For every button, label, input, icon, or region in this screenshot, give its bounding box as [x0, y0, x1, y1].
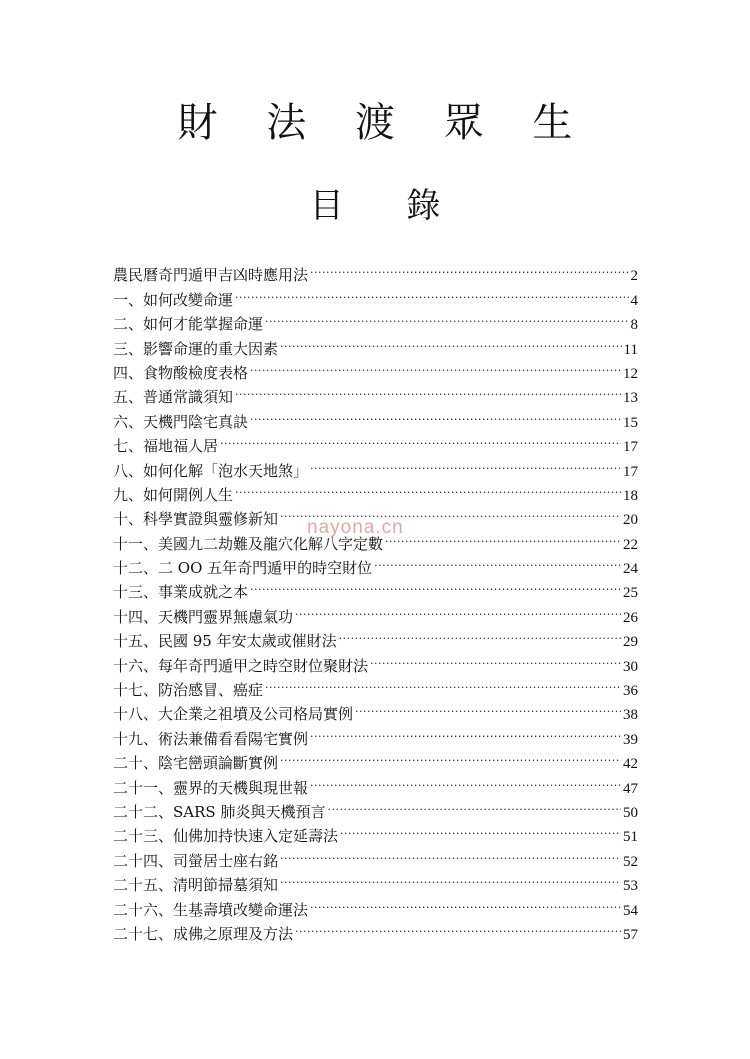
- toc-entry-page-number: 57: [623, 926, 638, 943]
- dot-leader: [250, 354, 621, 378]
- toc-entry-page-number: 4: [630, 292, 638, 309]
- dot-leader: [280, 329, 622, 353]
- toc-entry-page-number: 36: [623, 683, 638, 700]
- dot-leader: [310, 719, 621, 743]
- dot-leader: [280, 500, 621, 524]
- toc-entry-page-number: 18: [623, 487, 638, 504]
- toc-entry-title: 四、食物酸檢度表格: [113, 363, 249, 382]
- toc-entry-title: 十、科學實證與靈修新知: [113, 510, 279, 529]
- dot-leader: [339, 622, 621, 646]
- toc-entry-page-number: 2: [630, 268, 638, 285]
- dot-leader: [310, 768, 621, 792]
- dot-leader: [265, 671, 621, 695]
- toc-entry-title: 農民曆奇門遁甲吉凶時應用法: [113, 266, 309, 285]
- toc-entry-page-number: 15: [623, 414, 638, 431]
- toc-entry-page-number: 47: [623, 780, 638, 797]
- toc-entry-page-number: 26: [623, 609, 638, 626]
- dot-leader: [280, 841, 621, 865]
- dot-leader: [385, 524, 621, 548]
- dot-leader: [280, 866, 621, 890]
- toc-entry-title: 十一、美國九二劫難及龍穴化解八字定數: [113, 534, 384, 553]
- dot-leader: [235, 476, 621, 500]
- toc-entry-title: 十四、天機門靈界無慮氣功: [113, 607, 294, 626]
- toc-entry-page-number: 24: [623, 561, 638, 578]
- toc-entry-page-number: 25: [623, 585, 638, 602]
- toc-entry-title: 十五、民國 95 年安太歲或催財法: [113, 632, 337, 651]
- toc-entry-page-number: 13: [623, 390, 638, 407]
- toc-entry-title: 二、如何才能掌握命運: [113, 315, 264, 334]
- toc-entry-title: 二十五、清明節掃墓須知: [113, 876, 279, 895]
- toc-entry-page-number: 22: [623, 536, 638, 553]
- dot-leader: [310, 890, 621, 914]
- table-of-contents: [113, 256, 638, 943]
- toc-entry-title: 一、如何改變命運: [113, 290, 234, 309]
- dot-leader: [295, 597, 621, 621]
- toc-entry-page-number: 50: [623, 804, 638, 821]
- dot-leader: [220, 427, 621, 451]
- toc-entry-title: 二十三、仙佛加持快速入定延壽法: [113, 827, 339, 846]
- toc-entry-page-number: 30: [623, 658, 638, 675]
- toc-entry-title: 十二、二 OO 五年奇門遁甲的時空財位: [113, 559, 373, 578]
- dot-leader: [235, 280, 628, 304]
- dot-leader: [340, 817, 621, 841]
- watermark-text: nayona.cn: [307, 517, 404, 538]
- toc-entry-title: 二十四、司螢居士座右銘: [113, 851, 279, 870]
- toc-entry-title: 二十、陰宅巒頭論斷實例: [113, 754, 279, 773]
- toc-entry-title: 七、福地福人居: [113, 437, 219, 456]
- toc-entry-page-number: 12: [623, 365, 638, 382]
- dot-leader: [370, 646, 621, 670]
- toc-entry-title: 五、普通常識須知: [113, 388, 234, 407]
- toc-entry-page-number: 52: [623, 853, 638, 870]
- dot-leader: [280, 744, 621, 768]
- toc-entry-title: 十九、術法兼備看看陽宅實例: [113, 729, 309, 748]
- toc-entry-title: 二十一、靈界的天機與現世報: [113, 778, 309, 797]
- toc-entry-page-number: 54: [623, 902, 638, 919]
- toc-entry-page-number: 11: [623, 341, 638, 358]
- toc-entry-title: 十三、事業成就之本: [113, 583, 249, 602]
- toc-entry-title: 八、如何化解「泡水天地煞」: [113, 461, 309, 480]
- toc-entry[interactable]: [113, 256, 638, 285]
- toc-entry-page-number: 20: [623, 512, 638, 529]
- toc-entry-title: 九、如何開例人生: [113, 485, 234, 504]
- toc-entry-page-number: 51: [623, 829, 638, 846]
- dot-leader: [235, 378, 621, 402]
- toc-entry-title: 二十二、SARS 肺炎與天機預言: [113, 802, 326, 821]
- dot-leader: [310, 451, 621, 475]
- toc-entry-title: 二十六、生基壽墳改變命運法: [113, 900, 309, 919]
- toc-entry-page-number: 38: [623, 707, 638, 724]
- toc-entry-page-number: 42: [623, 756, 638, 773]
- dot-leader: [250, 573, 621, 597]
- book-title: 財 法 渡 眾 生: [177, 100, 591, 146]
- dot-leader: [327, 793, 621, 817]
- dot-leader: [355, 695, 621, 719]
- dot-leader: [295, 915, 621, 939]
- toc-entry-page-number: 17: [623, 439, 638, 456]
- toc-entry-title: 二十七、成佛之原理及方法: [113, 924, 294, 943]
- toc-entry-page-number: 29: [623, 634, 638, 651]
- toc-entry-title: 三、影響命運的重大因素: [113, 339, 279, 358]
- dot-leader: [310, 256, 628, 280]
- toc-entry-title: 十七、防治感冒、癌症: [113, 681, 264, 700]
- toc-entry-page-number: 8: [630, 317, 638, 334]
- dot-leader: [374, 549, 621, 573]
- dot-leader: [265, 305, 628, 329]
- dot-leader: [250, 402, 621, 426]
- toc-entry-title: 六、天機門陰宅真訣: [113, 412, 249, 431]
- toc-entry-page-number: 17: [623, 463, 638, 480]
- toc-entry-page-number: 39: [623, 731, 638, 748]
- toc-entry-title: 十八、大企業之祖墳及公司格局實例: [113, 705, 354, 724]
- toc-entry-page-number: 53: [623, 878, 638, 895]
- toc-entry-title: 十六、每年奇門遁甲之時空財位聚財法: [113, 656, 369, 675]
- toc-heading: 目 錄: [309, 186, 467, 226]
